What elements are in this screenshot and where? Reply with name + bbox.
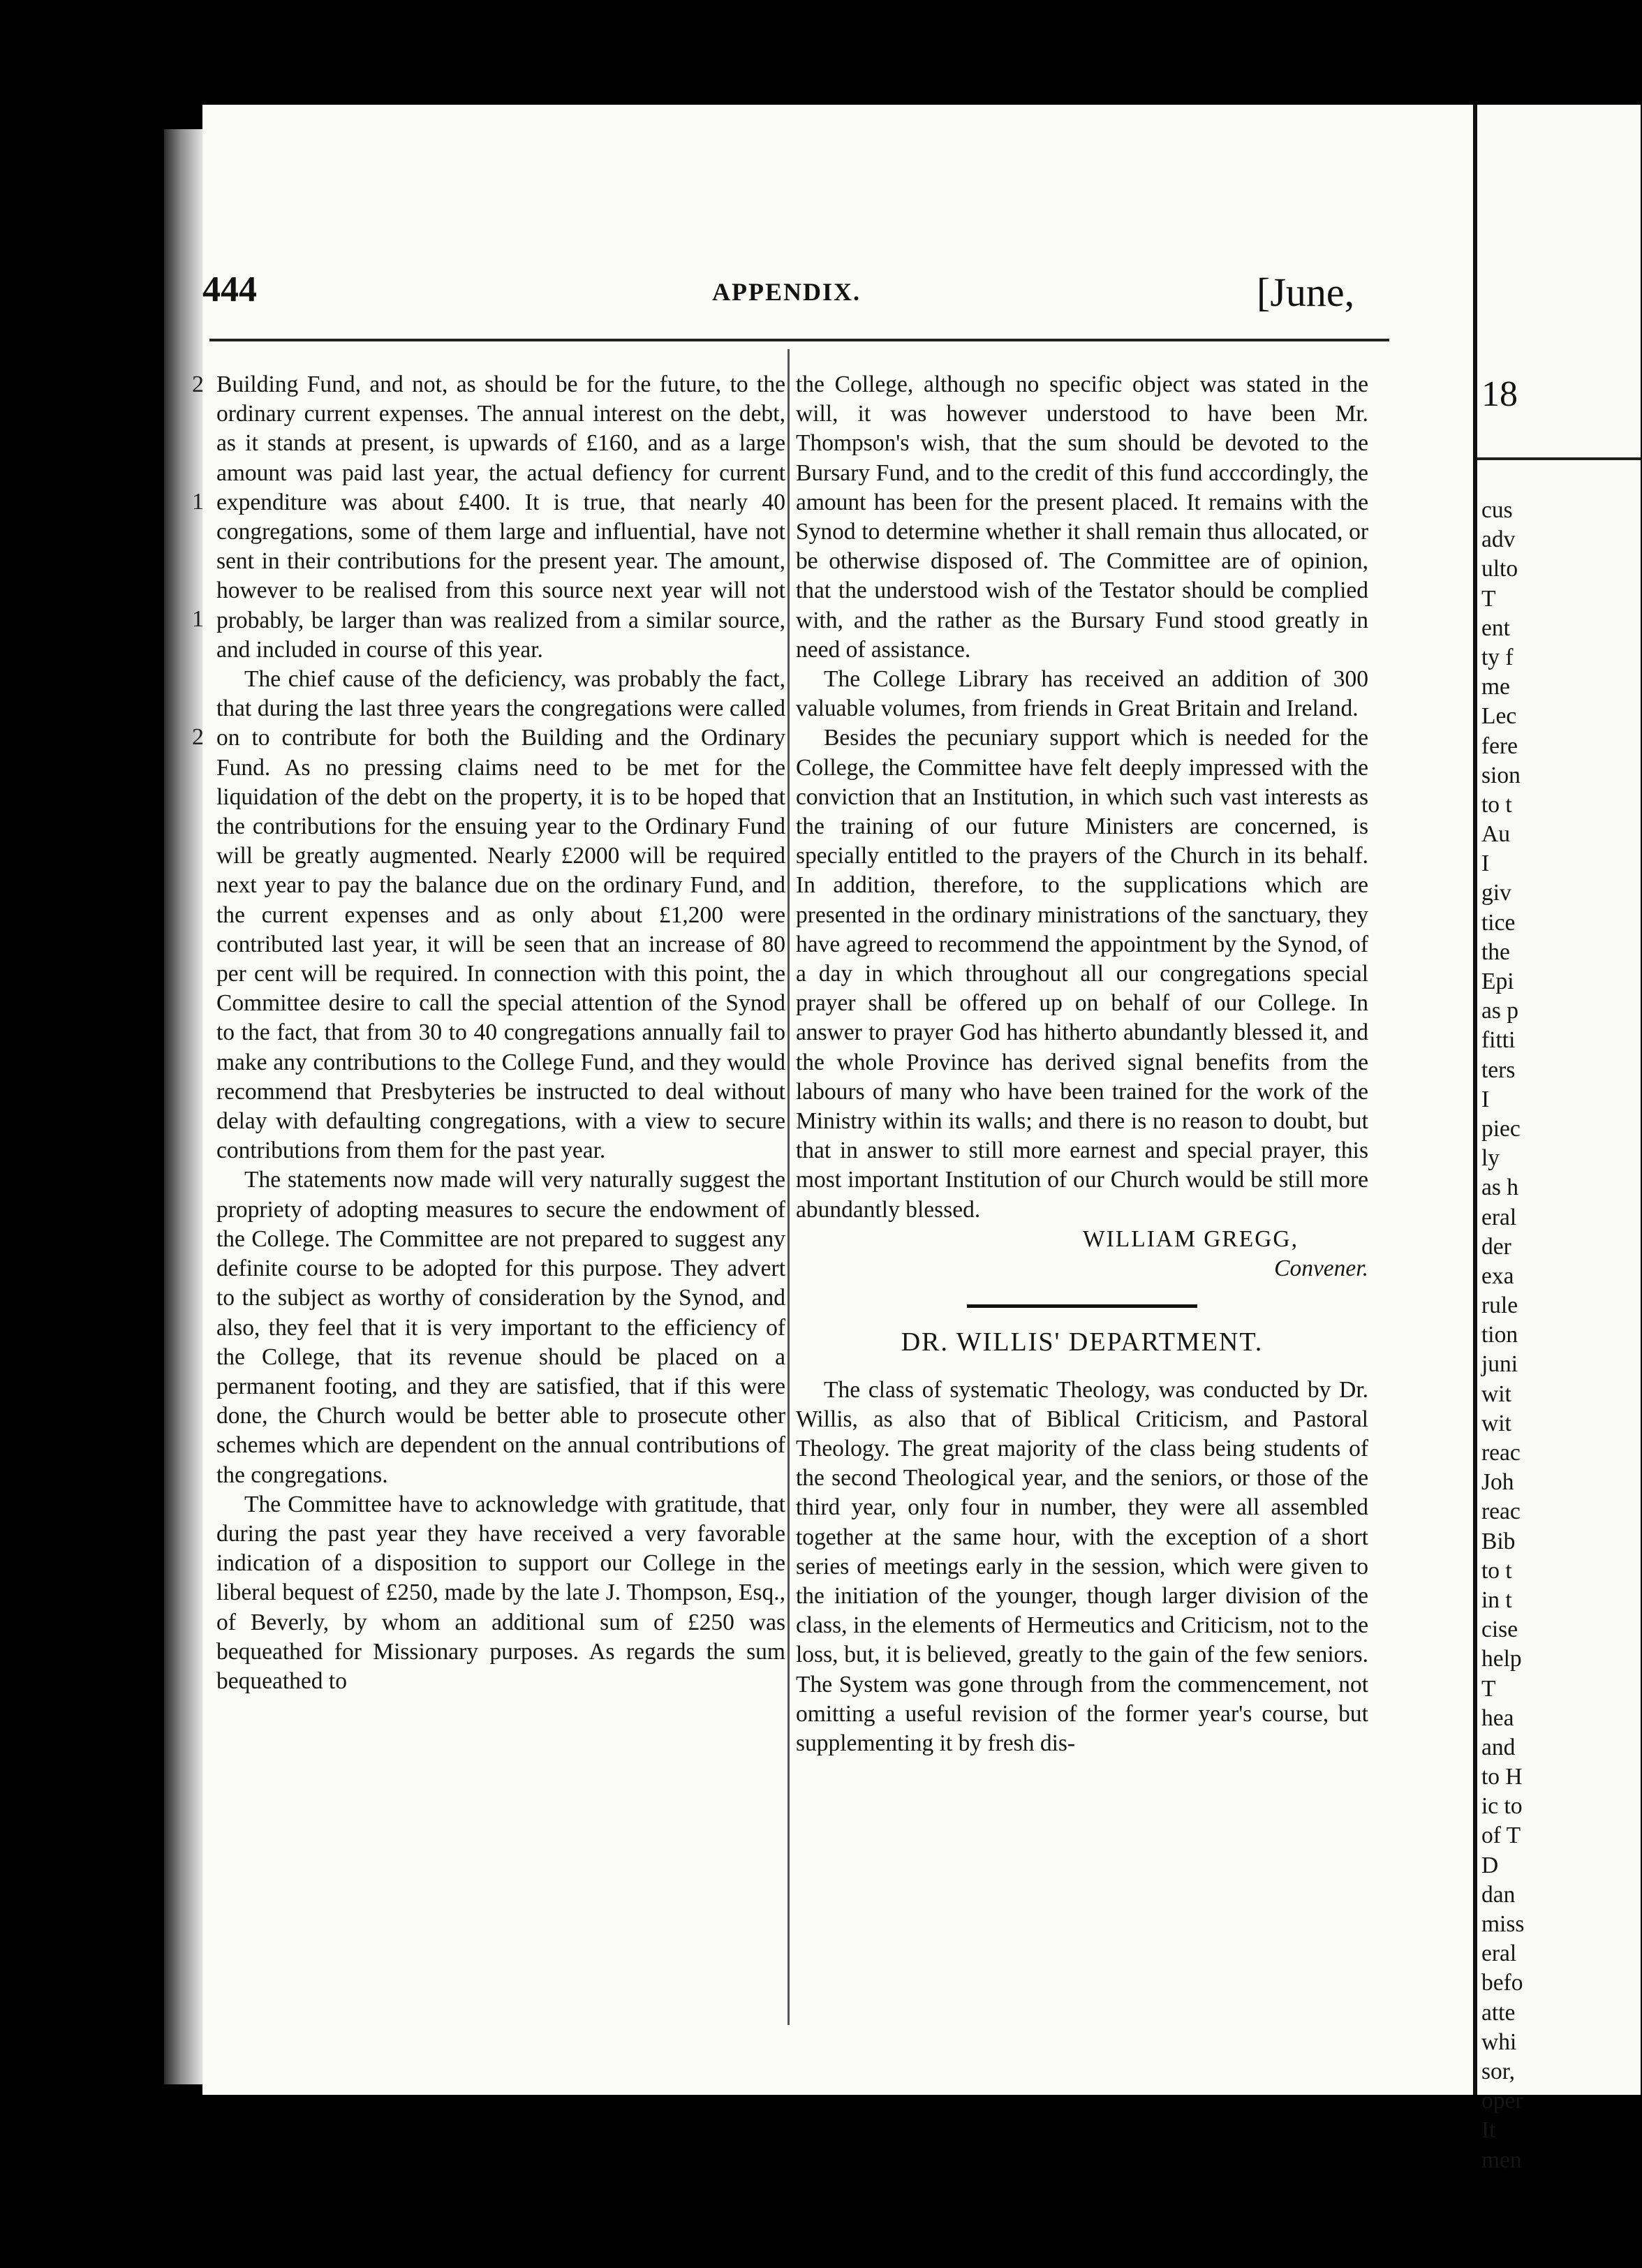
adjacent-line-fragment: oper <box>1481 2088 1523 2114</box>
adjacent-line-fragment: sion <box>1481 762 1521 788</box>
adjacent-line-fragment: tion <box>1481 1322 1518 1348</box>
adjacent-line-fragment: ic to <box>1481 1793 1523 1820</box>
adjacent-line-fragment: wit <box>1481 1410 1511 1436</box>
adjacent-line-fragment: whi <box>1481 2028 1517 2055</box>
adjacent-line-fragment: atte <box>1481 1999 1516 2026</box>
adjacent-line-fragment: I <box>1481 850 1490 877</box>
adjacent-line-fragment: men <box>1481 2146 1522 2173</box>
adjacent-line-fragment: rule <box>1481 1293 1518 1319</box>
adjacent-line-fragment: fere <box>1481 732 1518 759</box>
adjacent-line-fragment: T <box>1481 585 1496 612</box>
paragraph: The Committee have to acknowledge with gratitude, that during the past year they have received a very favorable indication of a disposition to support our College in the liberal bequest of £250, made by the late J. Thompson, Esq., of Beverly, by whom an additional sum of £250 was bequeathed for Missionary purposes. As regards the sum bequeathed to <box>216 1491 785 1694</box>
adjacent-line-fragment: and <box>1481 1734 1516 1760</box>
adjacent-line-fragment: cise <box>1481 1617 1518 1643</box>
paragraph: The statements now made will very naturally suggest the propriety of adopting measures to secure the endowment of the College. The Committee are not prepared to suggest any definite course to be adopted for this purpose. They advert to the subject as worthy of consideration by the Synod, and also, they feel that it is very important to the efficiency of the College, that its revenue should be placed on a permanent footing, and they are satisfied, that if this were done, the Church would be better able to prosecute other schemes which are dependent on the annual contributions of the congregations. <box>216 1167 785 1488</box>
adjacent-line-fragment: fitti <box>1481 1027 1516 1054</box>
header-date: [June, <box>1257 270 1355 315</box>
paragraph: The class of systematic Theology, was conducted by Dr. Willis, as also that of Biblical Criticism, and Pastoral Theology. The great majority of the class being students of the second Theological year, and the seniors, or those of the third year, only four in number, they were all assembled together at the same hour, with the exception of a short series of meetings early in the session, which were given to the initiation of the younger, though larger division of the class, in the elements of Hermeutics and Criticism, not to the loss, but, it is believed, greatly to the gain of the few seniors. The System was gone through from the commencement, not omitting a useful revision of the former year's course, but supplementing it by fresh dis- <box>796 1376 1368 1756</box>
adjacent-line-fragment: to t <box>1481 1557 1512 1584</box>
page-number: 444 <box>202 270 257 309</box>
adjacent-line-fragment: of T <box>1481 1822 1521 1849</box>
adjacent-line-fragment: sor, <box>1481 2058 1515 2084</box>
adjacent-line-fragment: Bib <box>1481 1528 1516 1554</box>
paragraph: Besides the pecuniary support which is needed for the College, the Committee have felt deeply impressed with the conviction that an Institution, in which such vast interests as the training of our future Ministers are concerned, is specially entitled to the prayers of the Church in its behalf. In addition, therefore, to the supplications which are presented in the ordinary ministrations of the sanctuary, they have agreed to recommend the appointment by the Synod, of a day in which throughout all our congregations special prayer shall be offered up on behalf of our College. In answer to prayer God has hitherto abundantly blessed it, and the whole Province has derived signal benefits from the labours of many who have been trained for the work of the Ministry within its walls; and there is no reason to doubt, but that in answer to still more earnest and special prayer, this most important Institution of our Church would be still more abundantly blessed. <box>796 725 1368 1223</box>
adjacent-line-fragment: ters <box>1481 1056 1516 1083</box>
adjacent-line-fragment: to t <box>1481 791 1512 818</box>
section-rule <box>967 1304 1197 1308</box>
adjacent-page-rule <box>1477 457 1641 460</box>
header-rule <box>209 339 1389 341</box>
adjacent-line-fragment: hea <box>1481 1704 1514 1731</box>
adjacent-line-fragment: reac <box>1481 1440 1521 1466</box>
adjacent-line-fragment: exa <box>1481 1262 1514 1289</box>
adjacent-line-fragment: Epi <box>1481 969 1514 994</box>
margin-mark: 2 <box>192 723 204 750</box>
adjacent-line-fragment: ulto <box>1481 556 1518 582</box>
margin-mark: 1 <box>192 606 204 633</box>
adjacent-line-fragment: wit <box>1481 1380 1511 1407</box>
adjacent-line-fragment: miss <box>1481 1911 1525 1937</box>
adjacent-line-fragment: to H <box>1481 1764 1523 1790</box>
adjacent-line-fragment: ty f <box>1481 644 1514 670</box>
adjacent-line-fragment: adv <box>1481 526 1516 553</box>
adjacent-line-fragment: ent <box>1481 614 1510 641</box>
adjacent-page <box>1473 105 1641 2173</box>
adjacent-line-fragment: in t <box>1481 1586 1512 1613</box>
adjacent-line-fragment: tice <box>1481 909 1516 936</box>
adjacent-line-fragment: piec <box>1481 1115 1521 1142</box>
paragraph: The College Library has received an addition of 300 valuable volumes, from friends in Great Britain and Ireland. <box>796 666 1368 722</box>
column-divider <box>787 349 790 2025</box>
margin-mark: 2 <box>192 371 204 397</box>
adjacent-line-fragment: ly <box>1481 1145 1500 1172</box>
adjacent-line-fragment: eral <box>1481 1204 1517 1230</box>
adjacent-line-fragment: It <box>1481 2117 1496 2144</box>
adjacent-line-fragment: D <box>1481 1852 1499 1878</box>
adjacent-line-fragment: befo <box>1481 1970 1523 1996</box>
adjacent-line-fragment: Joh <box>1481 1469 1514 1496</box>
adjacent-line-fragment: eral <box>1481 1941 1517 1967</box>
running-title: APPENDIX. <box>712 278 861 306</box>
adjacent-line-fragment: giv <box>1481 880 1511 906</box>
adjacent-line-fragment: help <box>1481 1646 1522 1672</box>
adjacent-line-fragment: as p <box>1481 998 1519 1024</box>
paragraph: The chief cause of the deficiency, was probably the fact, that during the last three years the congregations were called on to contribute for both the Building and the Ordinary Fund. As no pressing claims need to be met for the liquidation of the debt on the property, it is to be hoped that the contributions for the ensuing year to the Ordinary Fund will be greatly augmented. Nearly £2000 will be required next year to pay the balance due on the ordinary Fund, and the current expenses and as only about £1,200 were contributed last year, it will be seen that an increase of 80 per cent will be required. In connection with this point, the Committee desire to call the special attention of the Synod to the fact, that from 30 to 40 congregations annually fail to make any contributions to the College Fund, and they would recommend that Presbyteries be instructed to deal without delay with defaulting congregations, with a view to secure contributions from them for the past year. <box>216 666 785 1164</box>
signature-title: Convener. <box>1274 1256 1368 1282</box>
adjacent-line-fragment: Au <box>1481 821 1510 848</box>
paragraph: the College, although no specific object was stated in the will, it was however understood to have been Mr. Thompson's wish, that the sum should be devoted to the Bursary Fund, and to the credit of this fund acccordingly, the amount has been for the present placed. It remains with the Synod to determine whether it shall remain thus allocated, or be otherwise disposed of. The Committee are of opinion, that the understood wish of the Testator should be complied with, and the rather as the Bursary Fund stood greatly in need of assistance. <box>796 371 1368 663</box>
adjacent-line-fragment: dan <box>1481 1881 1516 1908</box>
adjacent-line-fragment: as h <box>1481 1174 1519 1201</box>
paragraph: Building Fund, and not, as should be for the future, to the ordinary current expenses. The annual interest on the debt, as it stands at present, is upwards of £160, and as a large amount was paid last year, the actual defiency for current expenditure was about £400. It is true, that nearly 40 congregations, some of them large and influential, have not sent in their contributions for the present year. The amount, however to be realised from this source next year will not probably, be larger than was realized from a similar source, and included in course of this year. <box>216 371 785 663</box>
adjacent-line-fragment: reac <box>1481 1498 1521 1525</box>
signature-name: WILLIAM GREGG, <box>1083 1225 1299 1252</box>
adjacent-line-fragment: der <box>1481 1233 1511 1260</box>
adjacent-line-fragment: the <box>1481 938 1510 965</box>
section-heading: DR. WILLIS' DEPARTMENT. <box>901 1327 1264 1357</box>
margin-mark: 1 <box>192 489 204 515</box>
adjacent-page-number: 18 <box>1481 374 1518 414</box>
margin-marks <box>192 370 204 752</box>
adjacent-line-fragment: cus <box>1481 497 1513 523</box>
right-column <box>796 370 1368 1758</box>
left-column <box>216 370 785 1696</box>
adjacent-page-fragments <box>1481 496 1642 2175</box>
adjacent-line-fragment: T <box>1481 1675 1496 1702</box>
page-header <box>202 269 1389 318</box>
adjacent-line-fragment: me <box>1481 674 1510 700</box>
adjacent-line-fragment: I <box>1481 1086 1490 1112</box>
adjacent-line-fragment: juni <box>1481 1351 1518 1378</box>
adjacent-line-fragment: Lec <box>1481 703 1517 730</box>
